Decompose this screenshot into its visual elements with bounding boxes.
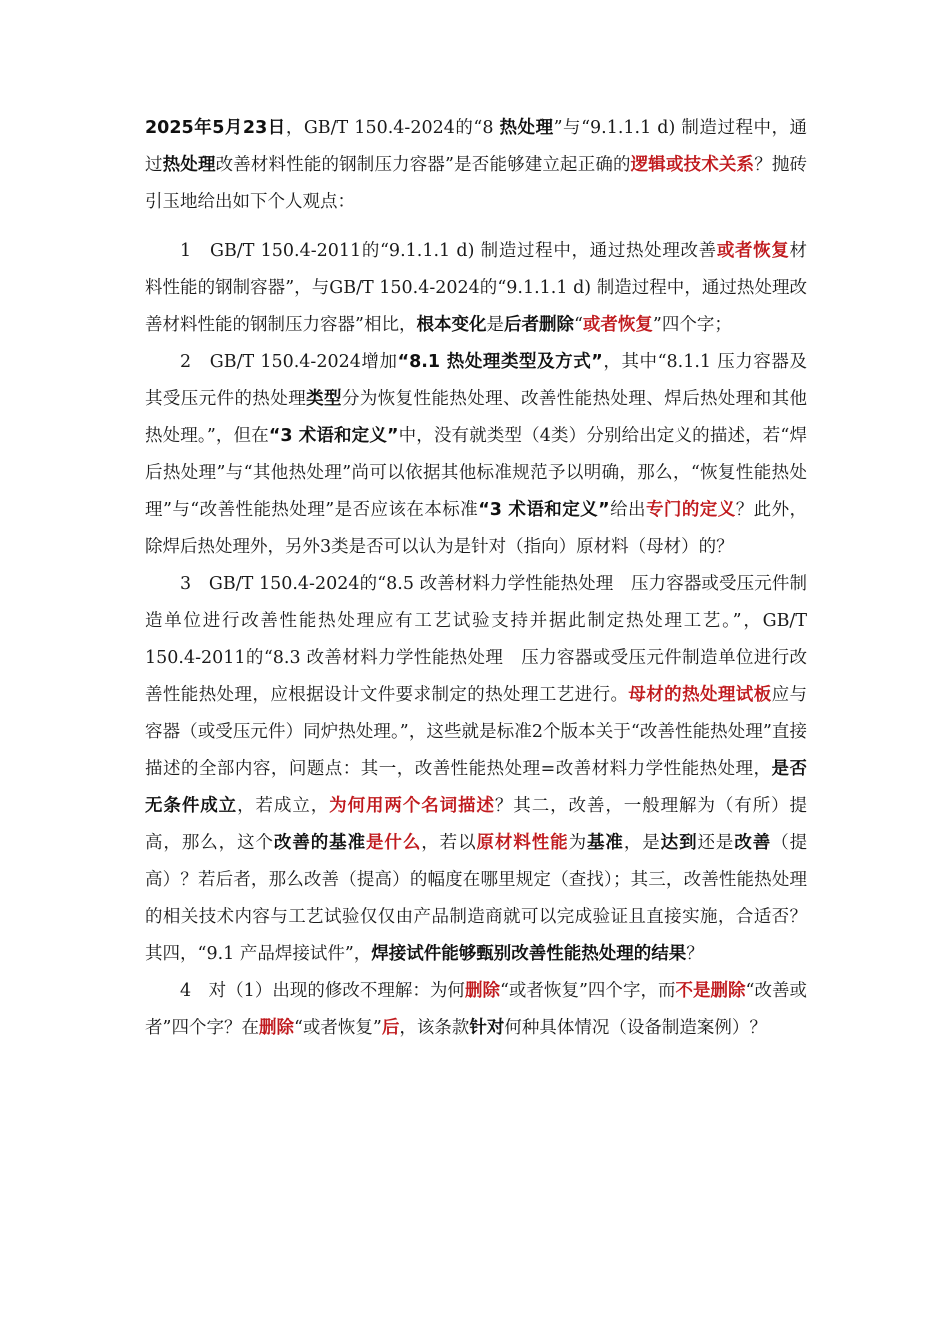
text-run: 2 GB/T 150.4-2024增加 [180,352,398,372]
text-run: “ [573,315,583,335]
text-run: 是 [486,315,504,335]
bold-text: 后者删除 [503,315,574,335]
bold-text: 是否无条件成立 [145,759,807,816]
bold-text: 焊接试件能够甄别改善性能热处理的结果 [371,944,687,964]
bold-text: 根本变化 [416,315,487,335]
bold-text: 改善 [734,833,772,853]
bold-text: 热处理 [162,155,216,175]
highlight-red-text: 或者恢复 [716,241,790,261]
text-run: ？ [686,944,704,964]
text-run: ”四个字； [652,315,732,335]
highlight-red-text: 是什么 [365,833,422,853]
point-3-paragraph [145,566,807,973]
highlight-red-text: 后 [381,1018,400,1038]
text-run: 1 GB/T 150.4-2011的“9.1.1.1 d) 制造过程中，通过热处理改善 [180,241,717,261]
bold-text: 达到 [660,833,698,853]
point-2-paragraph [145,344,807,566]
text-run: ，该条款 [399,1018,470,1038]
bold-text: “8.1 热处理类型及方式” [397,352,603,372]
text-run: 分为恢复性能热处理、改善性能热处理、焊后热处理和其他热处理。”，但在 [145,389,808,446]
highlight-red-text: 专门的定义 [645,500,736,520]
text-run: ，GB/T 150.4-2024的“8 [285,118,500,138]
document-body [145,110,807,1047]
intro-paragraph [145,110,807,221]
highlight-red-text: 原材料性能 [476,833,569,853]
text-run: 材料性能的钢制容器”，与GB/T 150.4-2024的“9.1.1.1 d) 制造过程中，通过热处理改善材料性能的钢制压力容器”相比， [145,241,807,335]
text-run: ，是 [623,833,661,853]
bold-text: 改善的基准 [273,833,366,853]
text-run: ？其二，改善，一般理解为（有所）提高，那么，这个 [145,796,808,853]
text-run: ，其中“8.1.1 压力容器及其受压元件的热处理 [145,352,807,409]
point-4-paragraph [145,973,807,1047]
bold-text: “3 术语和定义” [478,500,610,520]
text-run: ”与“9.1.1.1 d) 制造过程中，通过 [145,118,807,175]
text-run: （提高）？若后者，那么改善（提高）的幅度在哪里规定（查找）；其三，改善性能热处理的相关技术内容与工艺试验仅仅由产品制造商就可以完成验证且直接实施，合适否？其四，“9.1 产品焊接试件”， [145,833,808,964]
text-run: 4 对（1）出现的修改不理解：为何 [180,981,465,1001]
bold-text: 针对 [469,1018,505,1038]
highlight-red-text: 或者恢复 [582,315,653,335]
text-run: 何种具体情况（设备制造案例）？ [504,1018,767,1038]
bold-text: “3 术语和定义” [268,426,399,446]
bold-text: 类型 [306,389,342,409]
text-run: 给出 [609,500,646,520]
text-run: “或者恢复”四个字，而 [499,981,676,1001]
bold-text: 2025年5月23日 [145,118,286,138]
text-run: 改善材料性能的钢制压力容器”是否能够建立起正确的 [215,155,631,175]
highlight-red-text: 为何用两个名词描述 [329,796,495,816]
text-run: ？此外，除焊后热处理外，另外3类是否可以认为是针对（指向）原材料（母材）的？ [145,500,808,557]
bold-text: 热处理 [499,118,554,138]
text-run: 中，没有就类型（4类）分别给出定义的描述，若“焊后热处理”与“其他热处理”尚可以依据其他标准规范予以明确，那么，“恢复性能热处理”与“改善性能热处理”是否应该在本标准 [145,426,807,520]
highlight-red-text: 逻辑或技术关系 [630,155,755,175]
text-run: ，若以 [421,833,477,853]
highlight-red-text: 不是删除 [675,981,746,1001]
text-run: ？抛砖引玉地给出如下个人观点： [145,155,808,212]
highlight-red-text: 删除 [258,1018,294,1038]
text-run: 应与容器（或受压元件）同炉热处理。”，这些就是标准2个版本关于“改善性能热处理”直接描述的全部内容，问题点：其一，改善性能热处理=改善材料力学性能热处理， [145,685,808,779]
text-run: 3 GB/T 150.4-2024的“8.5 改善材料力学性能热处理 压力容器或受压元件制造单位进行改善性能热处理应有工艺试验支持并据此制定热处理工艺。”，GB/T 150.4-2011的“8.3 改善材料力学性能热处理 压力容器或受压元件制造单位进行改善性能热处理，应根据设计文件要求制定的热处理工艺进行。 [145,574,807,705]
bold-text: 基准 [586,833,624,853]
text-run: 还是 [697,833,735,853]
point-1-paragraph [145,233,807,344]
highlight-red-text: 删除 [464,981,500,1001]
text-run: “或者恢复” [293,1018,382,1038]
text-run: ，若成立， [237,796,330,816]
text-run: 为 [568,833,587,853]
text-run: “改善或者”四个字？在 [145,981,807,1038]
highlight-red-text: 母材的热处理试板 [628,685,772,705]
